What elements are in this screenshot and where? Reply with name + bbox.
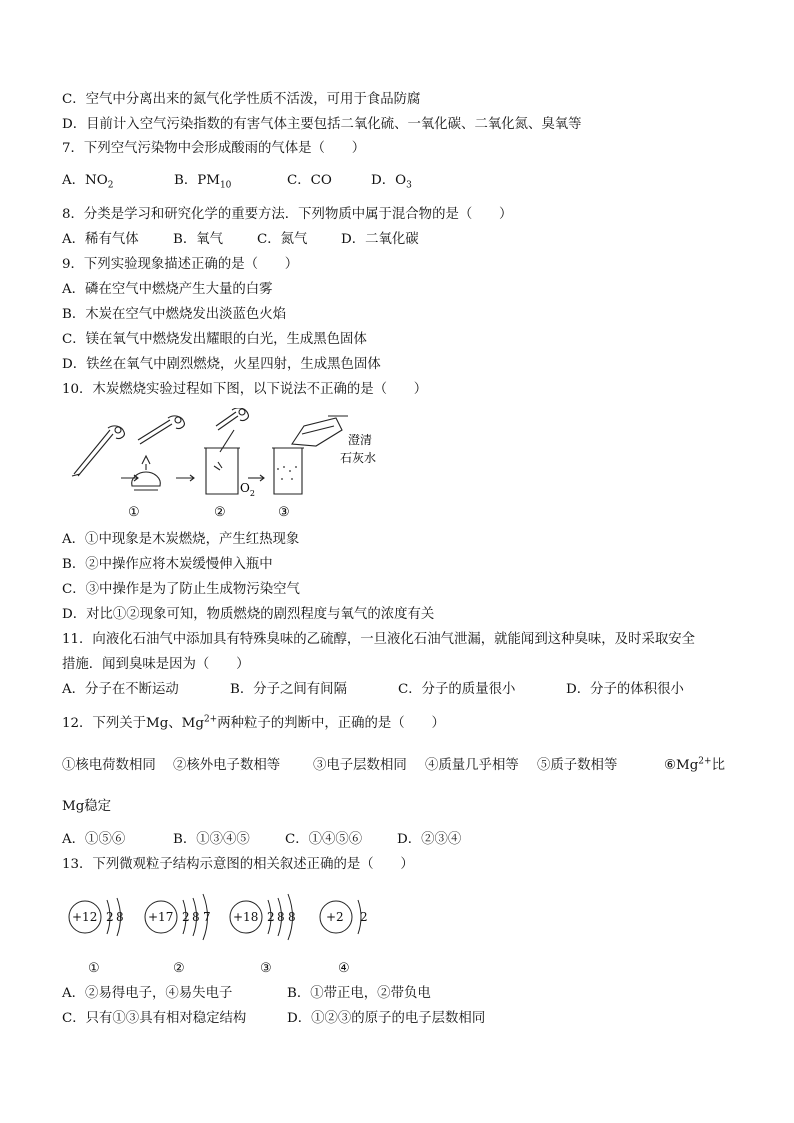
- q9-option-c: C．镁在氧气中燃烧发出耀眼的白光，生成黑色固体: [62, 332, 367, 347]
- q12-stem: 12．下列关于Mg、$Mg^{2+}$两种粒子的判断中，正确的是（ ）: [62, 714, 445, 731]
- q7-stem: 7．下列空气污染物中会形成酸雨的气体是（ ）: [62, 141, 366, 156]
- q13-stem: 13．下列微观粒子结构示意图的相关叙述正确的是（ ）: [62, 857, 414, 872]
- q12-options: [62, 831, 461, 849]
- atom2-shell3: 7: [203, 910, 211, 924]
- q9-option-b: B．木炭在空气中燃烧发出淡蓝色火焰: [62, 307, 287, 322]
- limewater-label-1: 澄清: [348, 433, 373, 447]
- q9-stem: 9．下列实验现象描述正确的是（ ）: [62, 257, 299, 272]
- atom4-shell1: 2: [360, 910, 368, 924]
- q8-option-c: C．氮气: [257, 232, 308, 247]
- q13-option-b: B．①带正电，②带负电: [287, 986, 431, 1001]
- q12-statement-1: ①核电荷数相同: [62, 758, 156, 773]
- q12-statement-6-cont: Mg稳定: [62, 799, 112, 814]
- q8-stem: 8．分类是学习和研究化学的重要方法．下列物质中属于混合物的是（ ）: [62, 207, 513, 222]
- q9-option-d: D．铁丝在氧气中剧烈燃烧，火星四射，生成黑色固体: [62, 357, 381, 372]
- figure-label-3: ③: [278, 505, 290, 520]
- q7-option-b: B．$PM_{10}$: [174, 173, 232, 191]
- arrow-icon: [176, 475, 194, 481]
- atom4-nucleus: +2: [326, 910, 344, 924]
- q8-option-a: A．稀有气体: [62, 232, 139, 247]
- q8-option-b: B．氧气: [173, 232, 224, 247]
- q11-option-a: A．分子在不断运动: [62, 682, 179, 697]
- atom2-nucleus: +17: [148, 910, 174, 924]
- q7-option-a: A．$NO_2$: [62, 173, 114, 191]
- atom3-label: ③: [260, 961, 272, 976]
- q13-options-row1: [62, 985, 431, 1003]
- figure-label-2: ②: [214, 505, 226, 520]
- q11-option-d: D．分子的体积很小: [566, 682, 684, 697]
- atom1-shell2: 8: [116, 910, 124, 924]
- q12-option-c: C．①④⑤⑥: [285, 832, 363, 847]
- arrow-icon: [248, 475, 264, 481]
- atom3-shell3: 8: [288, 910, 296, 924]
- atom4-label: ④: [338, 961, 350, 976]
- q12-statement-6: $⑥Mg^{2+}$比: [664, 756, 725, 773]
- q12-statement-4: ④质量几乎相等: [425, 758, 519, 773]
- q12-statement-3: ③电子层数相同: [313, 758, 407, 773]
- q11-option-b: B．分子之间有间隔: [230, 682, 347, 697]
- q10-option-c: C．③中操作是为了防止生成物污染空气: [62, 582, 300, 597]
- q7-option-d: D．$O_3$: [371, 173, 412, 191]
- q12-option-a: A．①⑤⑥: [62, 832, 126, 847]
- q10-option-b: B．②中操作应将木炭缓慢伸入瓶中: [62, 557, 273, 572]
- q13-option-a: A．②易得电子，④易失电子: [62, 986, 233, 1001]
- q13-option-d: D．①②③的原子的电子层数相同: [287, 1011, 486, 1026]
- atom2-label: ②: [173, 961, 185, 976]
- q6-option-d: D．目前计入空气污染指数的有害气体主要包括二氧化硫、一氧化碳、二氧化氮、臭氧等: [62, 117, 582, 132]
- q13-options-row2: [62, 1010, 485, 1028]
- o2-label: $O_2$: [240, 481, 255, 498]
- limewater-label-2: 石灰水: [340, 451, 377, 465]
- q12-option-b: B．①③④⑤: [173, 832, 250, 847]
- q12-statements: [62, 757, 725, 775]
- charcoal-experiment-figure: [66, 408, 386, 524]
- atomic-structure-figure: [64, 884, 384, 980]
- atom1-shell1: 2: [106, 910, 114, 924]
- q13-option-c: C．只有①③具有相对稳定结构: [62, 1011, 247, 1026]
- atom3-nucleus: +18: [233, 910, 259, 924]
- q7-option-c: C．CO: [287, 173, 332, 188]
- q6-option-c: C．空气中分离出来的氮气化学性质不活泼，可用于食品防腐: [62, 92, 421, 107]
- q11-stem-line1: 11．向液化石油气中添加具有特殊臭味的乙硫醇，一旦液化石油气泄漏，就能闻到这种臭味，及时采取安全: [62, 632, 696, 647]
- q8-options: [62, 231, 419, 249]
- atom3-shell1: 2: [267, 910, 275, 924]
- atom3-shell2: 8: [277, 910, 285, 924]
- limewater-jar-icon: [272, 418, 342, 494]
- q8-option-d: D．二氧化碳: [341, 232, 419, 247]
- atom2-shell1: 2: [182, 910, 190, 924]
- tongs-icon: [72, 426, 124, 476]
- q10-option-a: A．①中现象是木炭燃烧，产生红热现象: [62, 532, 300, 547]
- q10-option-d: D．对比①②现象可知，物质燃烧的剧烈程度与氧气的浓度有关: [62, 607, 435, 622]
- q12-statement-2: ②核外电子数相等: [173, 758, 281, 773]
- q11-options: [62, 681, 684, 699]
- q12-option-d: D．②③④: [397, 832, 462, 847]
- q10-stem: 10．木炭燃烧实验过程如下图，以下说法不正确的是（ ）: [62, 382, 428, 397]
- atom1-label: ①: [88, 961, 100, 976]
- q11-stem-line2: 措施．闻到臭味是因为（ ）: [62, 657, 250, 672]
- q7-options: [62, 172, 412, 190]
- alcohol-lamp-icon: [132, 416, 185, 490]
- q9-option-a: A．磷在空气中燃烧产生大量的白雾: [62, 282, 273, 297]
- q12-statement-5: ⑤质子数相等: [537, 758, 618, 773]
- q11-option-c: C．分子的质量很小: [398, 682, 516, 697]
- atom1-nucleus: +12: [72, 910, 98, 924]
- figure-label-1: ①: [128, 505, 140, 520]
- atom2-shell2: 8: [192, 910, 200, 924]
